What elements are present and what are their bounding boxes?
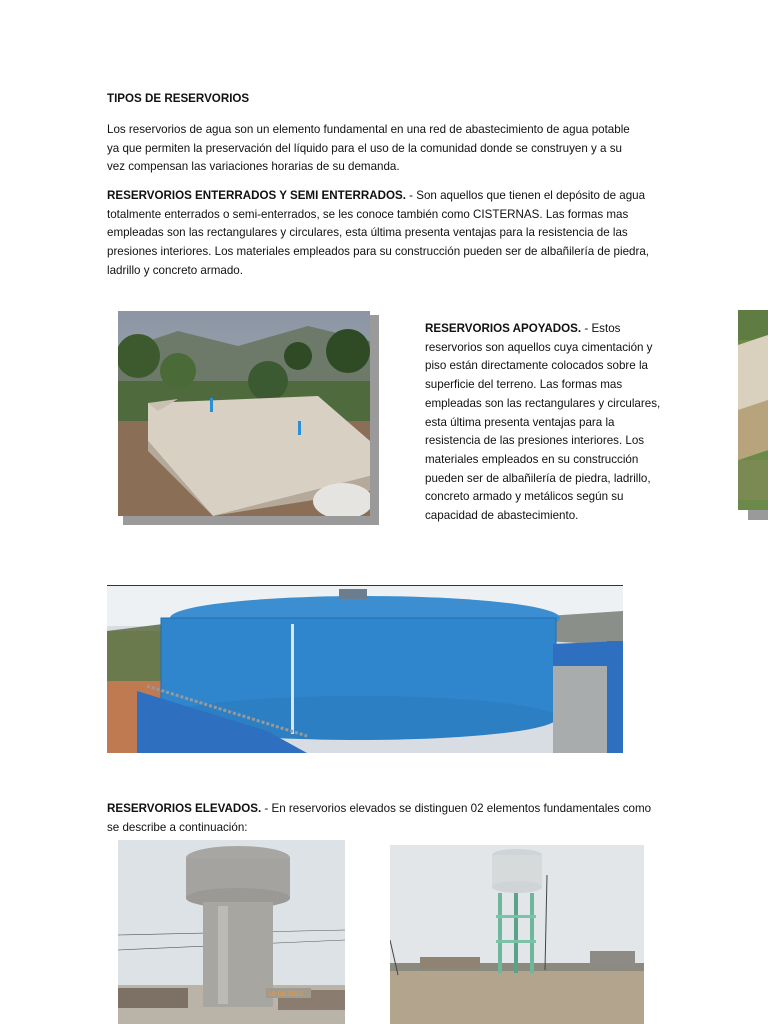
photo-date-stamp: 19.06.2012: [268, 991, 304, 998]
enterrados-title: RESERVORIOS ENTERRADOS Y SEMI ENTERRADOS.: [107, 189, 406, 202]
elevados-title: RESERVORIOS ELEVADOS.: [107, 802, 262, 815]
enterrados-body: - Son aquellos que tienen el depósito de agua totalmente enterrados o semi-enterrados, se les conoce también como CISTERNAS. Las formas mas empleadas son las rectangulares y circulares, esta última presenta ventajas para la resistencia de las presiones interiores. Los materiales empleados para su construcción pueden ser de albañilería de piedra, ladrillo y concreto armado.: [107, 189, 650, 277]
photo-cropped-right: [738, 310, 768, 510]
enterrados-paragraph: [107, 187, 659, 281]
photo-slender-water-tower: [390, 845, 650, 1024]
photo-buried-reservoir: [118, 311, 370, 516]
elevados-body: - En reservorios elevados se distinguen 02 elementos fundamentales como se describe a continuación:: [107, 802, 652, 834]
apoyados-paragraph: [425, 320, 665, 526]
page-title: TIPOS DE RESERVORIOS: [107, 92, 250, 105]
photo-concrete-water-tower: [118, 840, 345, 1024]
intro-paragraph: Los reservorios de agua son un elemento fundamental en una red de abastecimiento de agua potable ya que permiten la preservación del líquido para el uso de la comunidad donde se construyen y a su vez compensan las variaciones horarias de su demanda.: [107, 123, 630, 174]
elevados-paragraph: [107, 800, 652, 837]
apoyados-title: RESERVORIOS APOYADOS.: [425, 322, 582, 335]
photo-blue-tank: [107, 585, 623, 753]
apoyados-body: - Estos reservorios son aquellos cuya cimentación y piso están directamente colocados sobre la superficie del terreno. Las formas mas empleadas son las rectangulares y circulares, esta última presenta ventajas para la resistencia de las presiones interiores. Los materiales empleados en su construcción pueden ser de albañilería de piedra, ladrillo, concreto armado y metálicos según su capacidad de abastecimiento.: [425, 322, 661, 523]
photo-shadow: [748, 510, 768, 520]
